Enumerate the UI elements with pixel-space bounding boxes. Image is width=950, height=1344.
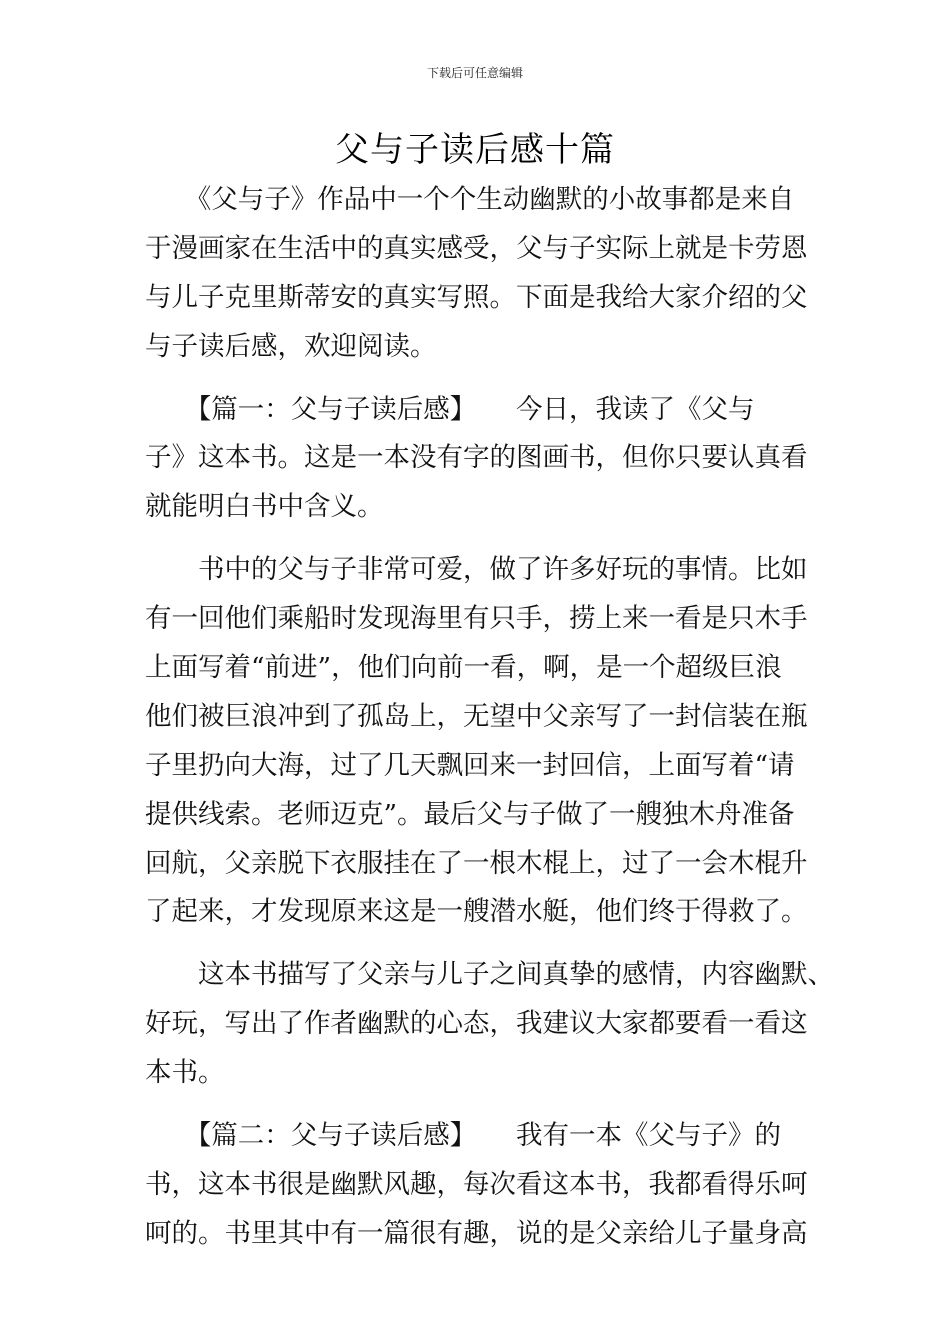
paragraph-3: [145, 546, 810, 937]
text-line: 上面写着“前进”，他们向前一看，啊，是一个超级巨浪: [145, 652, 782, 684]
page-title: 父与子读后感十篇: [335, 130, 615, 170]
text-line: 提供线索。老师迈克”。最后父与子做了一艘独木舟准备: [145, 798, 795, 830]
text-line: 【篇一：父与子读后感】 今日，我读了《父与: [145, 393, 755, 425]
text-line: 回航，父亲脱下衣服挂在了一根木棍上，过了一会木棍升: [145, 847, 808, 879]
text-line: 就能明白书中含义。: [145, 491, 384, 523]
text-line: 与儿子克里斯蒂安的真实写照。下面是我给大家介绍的父: [145, 281, 808, 313]
text-line: 与子读后感，欢迎阅读。: [145, 330, 437, 362]
paragraph-1: [145, 176, 810, 372]
text-line: 子》这本书。这是一本没有字的图画书，但你只要认真看: [145, 442, 808, 474]
text-line: 了起来，才发现原来这是一艘潜水艇，他们终于得救了。: [145, 896, 808, 928]
text-line: 这本书描写了父亲与儿子之间真挚的感情，内容幽默、: [145, 959, 834, 991]
text-line: 他们被巨浪冲到了孤岛上，无望中父亲写了一封信装在瓶: [145, 700, 808, 732]
paragraph-2: [145, 386, 810, 533]
text-line: 本书。: [145, 1057, 225, 1089]
text-line: 呵的。书里其中有一篇很有趣，说的是父亲给儿子量身高: [145, 1217, 808, 1249]
text-line: 书，这本书很是幽默风趣，每次看这本书，我都看得乐呵: [145, 1168, 808, 1200]
text-line: 有一回他们乘船时发现海里有只手，捞上来一看是只木手: [145, 603, 808, 635]
text-line: 《父与子》作品中一个个生动幽默的小故事都是来自: [145, 184, 795, 215]
text-line: 【篇二：父与子读后感】 我有一本《父与子》的: [145, 1120, 781, 1152]
text-line: 好玩，写出了作者幽默的心态，我建议大家都要看一看这: [145, 1008, 808, 1040]
text-line: 于漫画家在生活中的真实感受，父与子实际上就是卡劳恩: [145, 232, 808, 264]
paragraph-5: [145, 1112, 810, 1259]
text-line: 子里扔向大海，过了几天飘回来一封回信，上面写着“请: [145, 749, 795, 781]
text-line: 书中的父与子非常可爱，做了许多好玩的事情。比如: [145, 554, 808, 586]
article-body: [145, 176, 834, 1259]
paragraph-4: [145, 951, 834, 1098]
page-header: 下载后可任意编辑: [426, 66, 523, 80]
